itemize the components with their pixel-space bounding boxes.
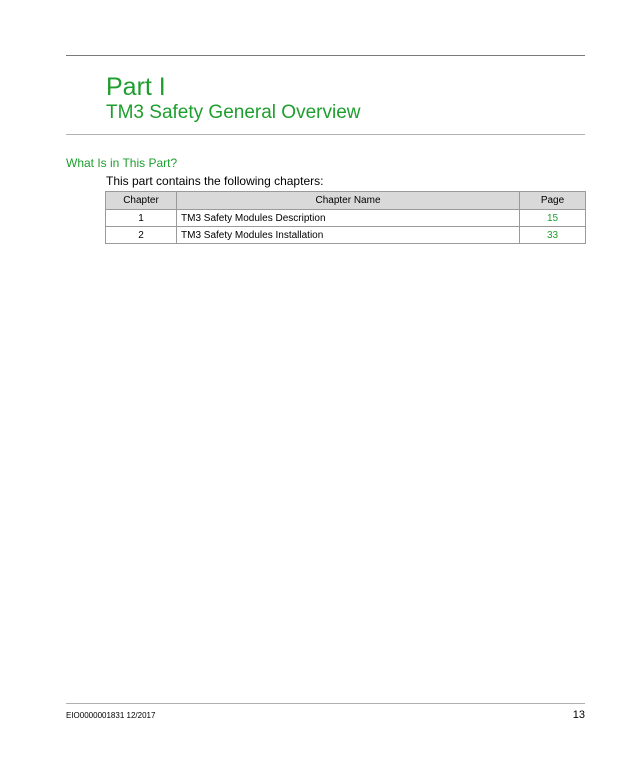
header-chapter-name: Chapter Name xyxy=(177,192,520,210)
footer-page-number: 13 xyxy=(572,709,585,721)
intro-text: This part contains the following chapters: xyxy=(106,174,324,188)
table-row xyxy=(106,227,586,244)
table-header-row xyxy=(106,192,586,210)
chapter-page-link[interactable]: 33 xyxy=(520,227,586,244)
top-rule xyxy=(66,55,585,56)
chapter-name: TM3 Safety Modules Description xyxy=(177,210,520,227)
chapter-name: TM3 Safety Modules Installation xyxy=(177,227,520,244)
footer-rule xyxy=(66,703,585,704)
chapters-table xyxy=(105,191,586,244)
chapter-number: 1 xyxy=(106,210,177,227)
header-page: Page xyxy=(520,192,586,210)
footer-doc-id: EIO0000001831 12/2017 xyxy=(66,711,156,720)
part-subtitle: TM3 Safety General Overview xyxy=(106,102,361,123)
section-rule xyxy=(66,134,585,135)
header-chapter: Chapter xyxy=(106,192,177,210)
chapter-page-link[interactable]: 15 xyxy=(520,210,586,227)
part-title: Part I xyxy=(106,73,166,101)
section-heading: What Is in This Part? xyxy=(66,156,178,170)
table-row xyxy=(106,210,586,227)
chapter-number: 2 xyxy=(106,227,177,244)
